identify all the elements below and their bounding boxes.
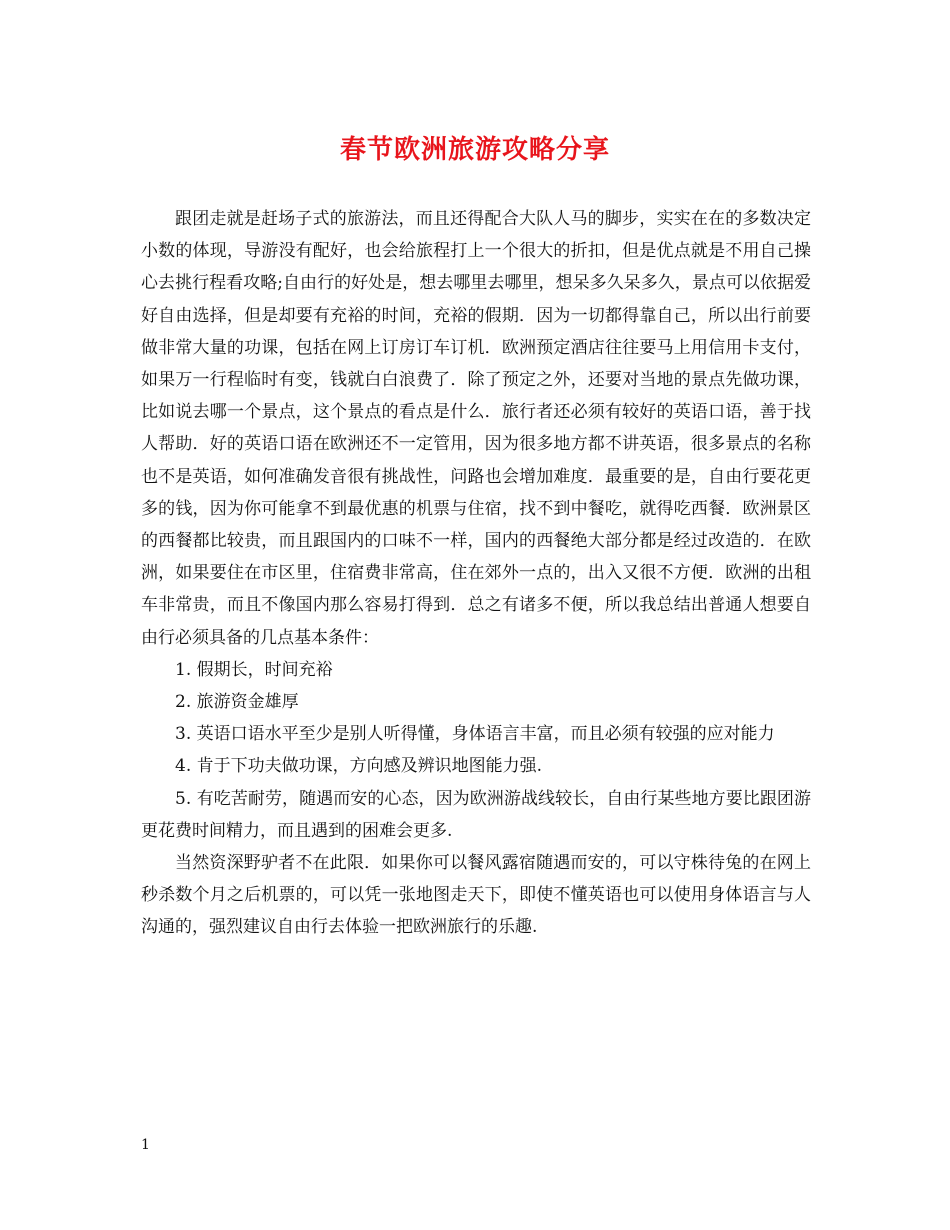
paragraph-intro: 跟团走就是赶场子式的旅游法，而且还得配合大队人马的脚步，实实在在的多数决定小数的体现，导游没有配好，也会给旅程打上一个很大的折扣，但是优点就是不用自己操心去挑行程看攻略;自由行的好处是，想去哪里去哪里，想呆多久呆多久，景点可以依据爱好自由选择，但是却要有充裕的时间，充裕的假期．因为一切都得靠自己，所以出行前要做非常大量的功课，包括在网上订房订车订机．欧洲预定酒店往往要马上用信用卡支付，如果万一行程临时有变，钱就白白浪费了．除了预定之外，还要对当地的景点先做功课，比如说去哪一个景点，这个景点的看点是什么．旅行者还必须有较好的英语口语，善于找人帮助．好的英语口语在欧洲还不一定管用，因为很多地方都不讲英语，很多景点的名称也不是英语，如何准确发音很有挑战性，问路也会增加难度．最重要的是，自由行要花更多的钱，因为你可能拿不到最优惠的机票与住宿，找不到中餐吃，就得吃西餐．欧洲景区的西餐都比较贵，而且跟国内的口味不一样，国内的西餐绝大部分都是经过改造的．在欧洲，如果要住在市区里，住宿费非常高，住在郊外一点的，出入又很不方便．欧洲的出租车非常贵，而且不像国内那么容易打得到．总之有诸多不便，所以我总结出普通人想要自由行必须具备的几点基本条件：	[141, 209, 811, 648]
list-item-5: 5. 有吃苦耐劳，随遇而安的心态，因为欧洲游战线较长，自由行某些地方要比跟团游更花费时间精力，而且遇到的困难会更多.	[141, 788, 811, 841]
list-item-1: 1. 假期长，时间充裕	[175, 659, 333, 680]
list-item-2: 2. 旅游资金雄厚	[175, 692, 299, 713]
page-number: 1	[141, 1137, 150, 1153]
list-item-3: 3. 英语口语水平至少是别人听得懂，身体语言丰富，而且必须有较强的应对能力	[175, 724, 775, 745]
list-item-4: 4. 肯于下功夫做功课，方向感及辨识地图能力强.	[175, 756, 543, 777]
paragraph-conclusion: 当然资深野驴者不在此限．如果你可以餐风露宿随遇而安的，可以守株待兔的在网上秒杀数个月之后机票的，可以凭一张地图走天下，即使不懂英语也可以使用身体语言与人沟通的，强烈建议自由行去体验一把欧洲旅行的乐趣.	[141, 853, 811, 938]
document-body	[141, 203, 811, 944]
document-title: 春节欧洲旅游攻略分享	[339, 135, 610, 165]
